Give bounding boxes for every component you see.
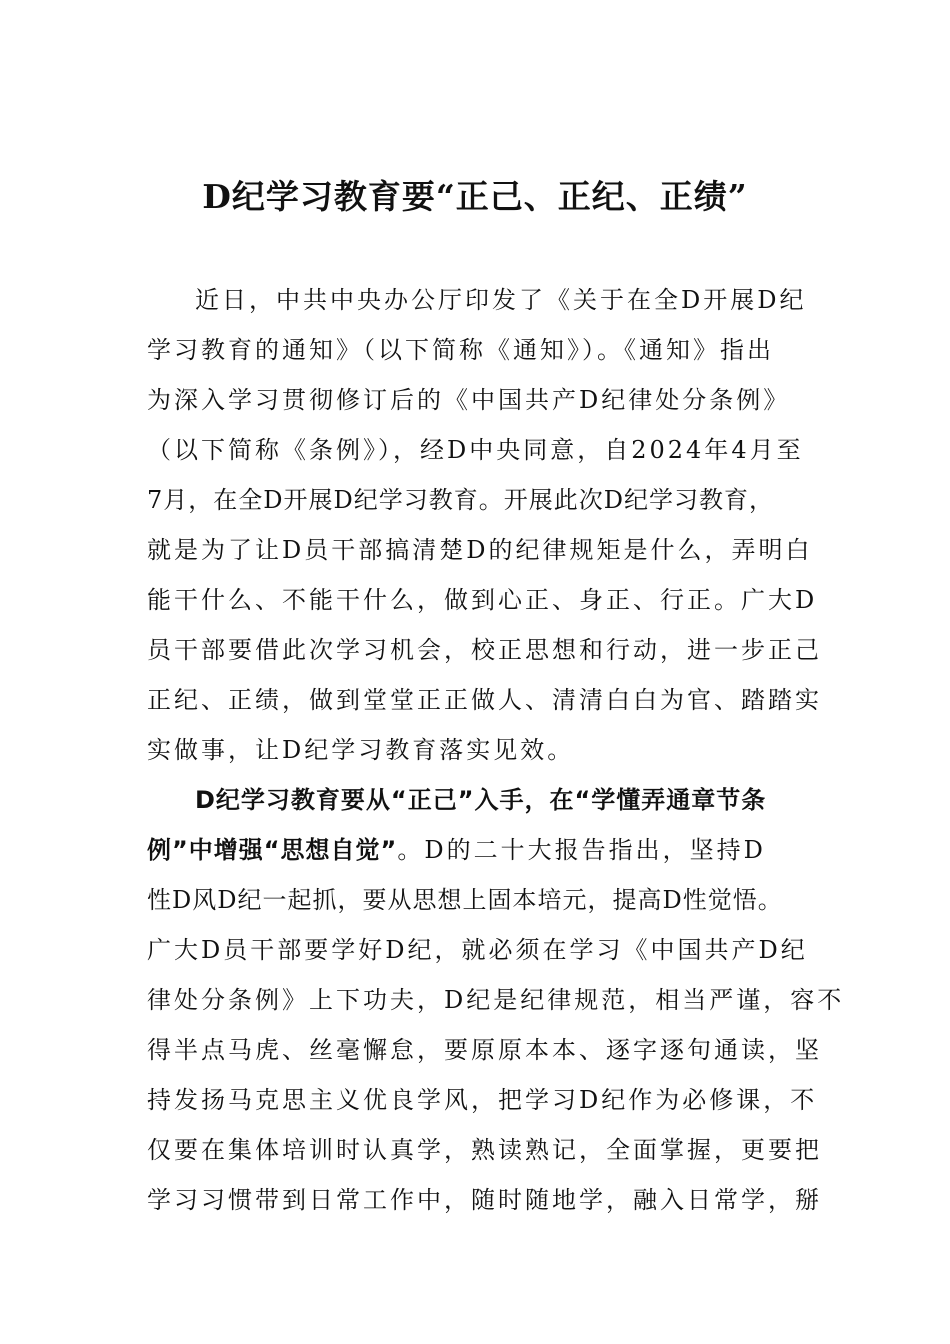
paragraph-1-line-3: 为深入学习贯彻修订后的《中国共产D纪律处分条例》 — [147, 386, 791, 414]
paragraph-2-line-6: 得半点马虎、丝毫懈怠，要原原本本、逐字逐句通读，坚 — [147, 1036, 822, 1064]
paragraph-2-line-3: 性D风D纪一起抓，要从思想上固本培元，提高D性觉悟。 — [147, 886, 783, 914]
paragraph-2-line-7: 持发扬马克思主义优良学风，把学习D纪作为必修课，不 — [147, 1086, 818, 1114]
paragraph-2-line-2 — [147, 825, 766, 875]
document-title: D纪学习教育要“正己、正纪、正绩” — [202, 177, 748, 216]
paragraph-1-line-9: 正纪、正绩，做到堂堂正正做人、清清白白为官、踏踏实 — [147, 686, 822, 714]
paragraph-2-line-9: 学习习惯带到日常工作中，随时随地学，融入日常学，掰 — [147, 1186, 822, 1214]
paragraph-1-line-2: 学习教育的通知》（以下简称《通知》）。《通知》指出 — [147, 336, 774, 364]
paragraph-2-line-4: 广大D员干部要学好D纪，就必须在学习《中国共产D纪 — [147, 936, 808, 964]
paragraph-1-line-1: 近日，中共中央办公厅印发了《关于在全D开展D纪 — [195, 286, 807, 314]
paragraph-1-line-10: 实做事，让D纪学习教育落实见效。 — [147, 736, 575, 764]
paragraph-2-line-2-rest: 。D的二十大报告指出，坚持D — [397, 836, 766, 864]
paragraph-1-line-4: （以下简称《条例》），经D中央同意，自2024年4月至 — [147, 436, 804, 464]
paragraph-2-lead-line-1: D纪学习教育要从“正己”入手，在“学懂弄通章节条 — [195, 786, 767, 814]
paragraph-2-line-8: 仅要在集体培训时认真学，熟读熟记，全面掌握，更要把 — [147, 1136, 822, 1164]
paragraph-1-line-7: 能干什么、不能干什么，做到心正、身正、行正。广大D — [147, 586, 818, 614]
paragraph-2-lead-line-2: 例”中增强“思想自觉” — [147, 836, 398, 864]
paragraph-2-line-5: 律处分条例》上下功夫，D纪是纪律规范，相当严谨，容不 — [147, 986, 845, 1014]
paragraph-1-line-5: 7月，在全D开展D纪学习教育。开展此次D纪学习教育， — [147, 486, 774, 514]
paragraph-1-line-6: 就是为了让D员干部搞清楚D的纪律规矩是什么，弄明白 — [147, 536, 813, 564]
paragraph-1-line-8: 员干部要借此次学习机会，校正思想和行动，进一步正己 — [147, 636, 822, 664]
